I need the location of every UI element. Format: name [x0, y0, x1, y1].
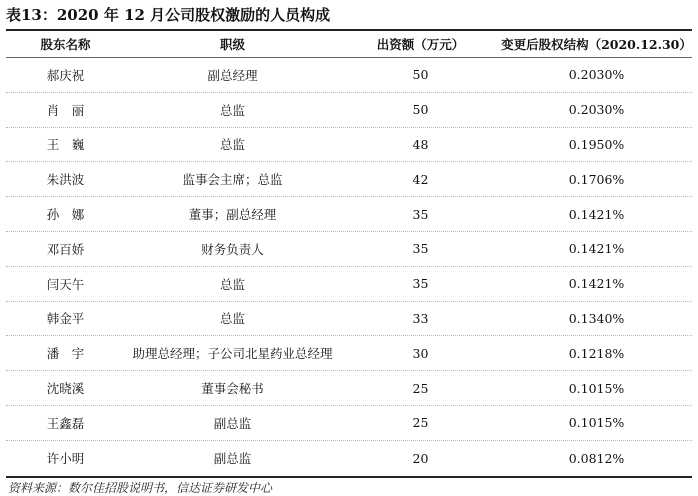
header-equity-structure: 变更后股权结构（2020.12.30）	[501, 36, 692, 52]
cell-contribution: 35	[412, 206, 429, 222]
table-row	[6, 128, 692, 163]
cell-equity-structure: 0.1421%	[568, 206, 625, 222]
table-row	[6, 197, 692, 232]
cell-contribution: 35	[412, 241, 429, 257]
table-row	[6, 302, 692, 337]
cell-position: 监事会主席；总监	[182, 172, 283, 188]
cell-shareholder-name: 许小明	[46, 451, 85, 467]
cell-position: 总监	[219, 102, 245, 118]
cell-shareholder-name: 朱洪波	[46, 172, 85, 188]
cell-contribution: 35	[412, 276, 429, 292]
header-shareholder-name: 股东名称	[40, 36, 91, 52]
cell-contribution: 20	[412, 450, 429, 466]
cell-shareholder-name: 潘 宇	[46, 346, 85, 362]
cell-position: 财务负责人	[201, 241, 264, 257]
cell-position: 董事；副总经理	[188, 207, 277, 223]
cell-position: 总监	[219, 311, 245, 327]
table-row	[6, 336, 692, 371]
cell-contribution: 50	[412, 102, 429, 118]
cell-contribution: 42	[412, 171, 429, 187]
table-header	[6, 30, 692, 57]
cell-contribution: 30	[412, 345, 429, 361]
header-position: 职级	[219, 36, 245, 52]
table-row	[6, 371, 692, 406]
cell-position: 副总监	[213, 451, 252, 467]
cell-equity-structure: 0.0812%	[568, 450, 625, 466]
cell-equity-structure: 0.1218%	[568, 345, 625, 361]
cell-equity-structure: 0.1706%	[568, 171, 625, 187]
table-row	[6, 93, 692, 128]
cell-contribution: 48	[412, 136, 429, 152]
cell-equity-structure: 0.1015%	[568, 380, 625, 396]
cell-shareholder-name: 闫天午	[46, 276, 85, 292]
cell-shareholder-name: 王 巍	[46, 137, 85, 153]
table-title: 表13：2020 年 12 月公司股权激励的人员构成	[6, 6, 331, 24]
cell-position: 总监	[219, 276, 245, 292]
cell-shareholder-name: 沈晓溪	[46, 381, 85, 397]
cell-shareholder-name: 邓百娇	[46, 241, 85, 257]
cell-shareholder-name: 肖 丽	[46, 102, 85, 118]
cell-equity-structure: 0.2030%	[568, 102, 625, 118]
cell-position: 董事会秘书	[201, 381, 264, 397]
table-row	[6, 58, 692, 93]
cell-position: 助理总经理；子公司北星药业总经理	[132, 346, 333, 362]
cell-equity-structure: 0.1950%	[568, 136, 625, 152]
cell-shareholder-name: 王鑫磊	[46, 415, 85, 431]
table-body	[6, 58, 692, 476]
source-note: 资料来源：数尔佳招股说明书，信达证券研发中心	[8, 481, 273, 495]
cell-contribution: 50	[412, 67, 429, 83]
cell-equity-structure: 0.1421%	[568, 276, 625, 292]
table-row	[6, 267, 692, 302]
cell-position: 副总经理	[207, 67, 258, 83]
header-contribution: 出资额（万元）	[376, 36, 465, 52]
cell-shareholder-name: 郝庆祝	[46, 67, 85, 83]
cell-position: 总监	[219, 137, 245, 153]
cell-equity-structure: 0.1421%	[568, 241, 625, 257]
cell-contribution: 25	[412, 380, 429, 396]
bottom-rule	[6, 476, 692, 478]
cell-shareholder-name: 孙 娜	[46, 207, 85, 223]
cell-contribution: 33	[412, 310, 429, 326]
table-row	[6, 406, 692, 441]
table-row	[6, 441, 692, 476]
cell-equity-structure: 0.2030%	[568, 67, 625, 83]
cell-equity-structure: 0.1340%	[568, 310, 625, 326]
cell-position: 副总监	[213, 415, 252, 431]
cell-shareholder-name: 韩金平	[46, 311, 85, 327]
table-row	[6, 162, 692, 197]
table-row	[6, 232, 692, 267]
cell-equity-structure: 0.1015%	[568, 415, 625, 431]
cell-contribution: 25	[412, 415, 429, 431]
